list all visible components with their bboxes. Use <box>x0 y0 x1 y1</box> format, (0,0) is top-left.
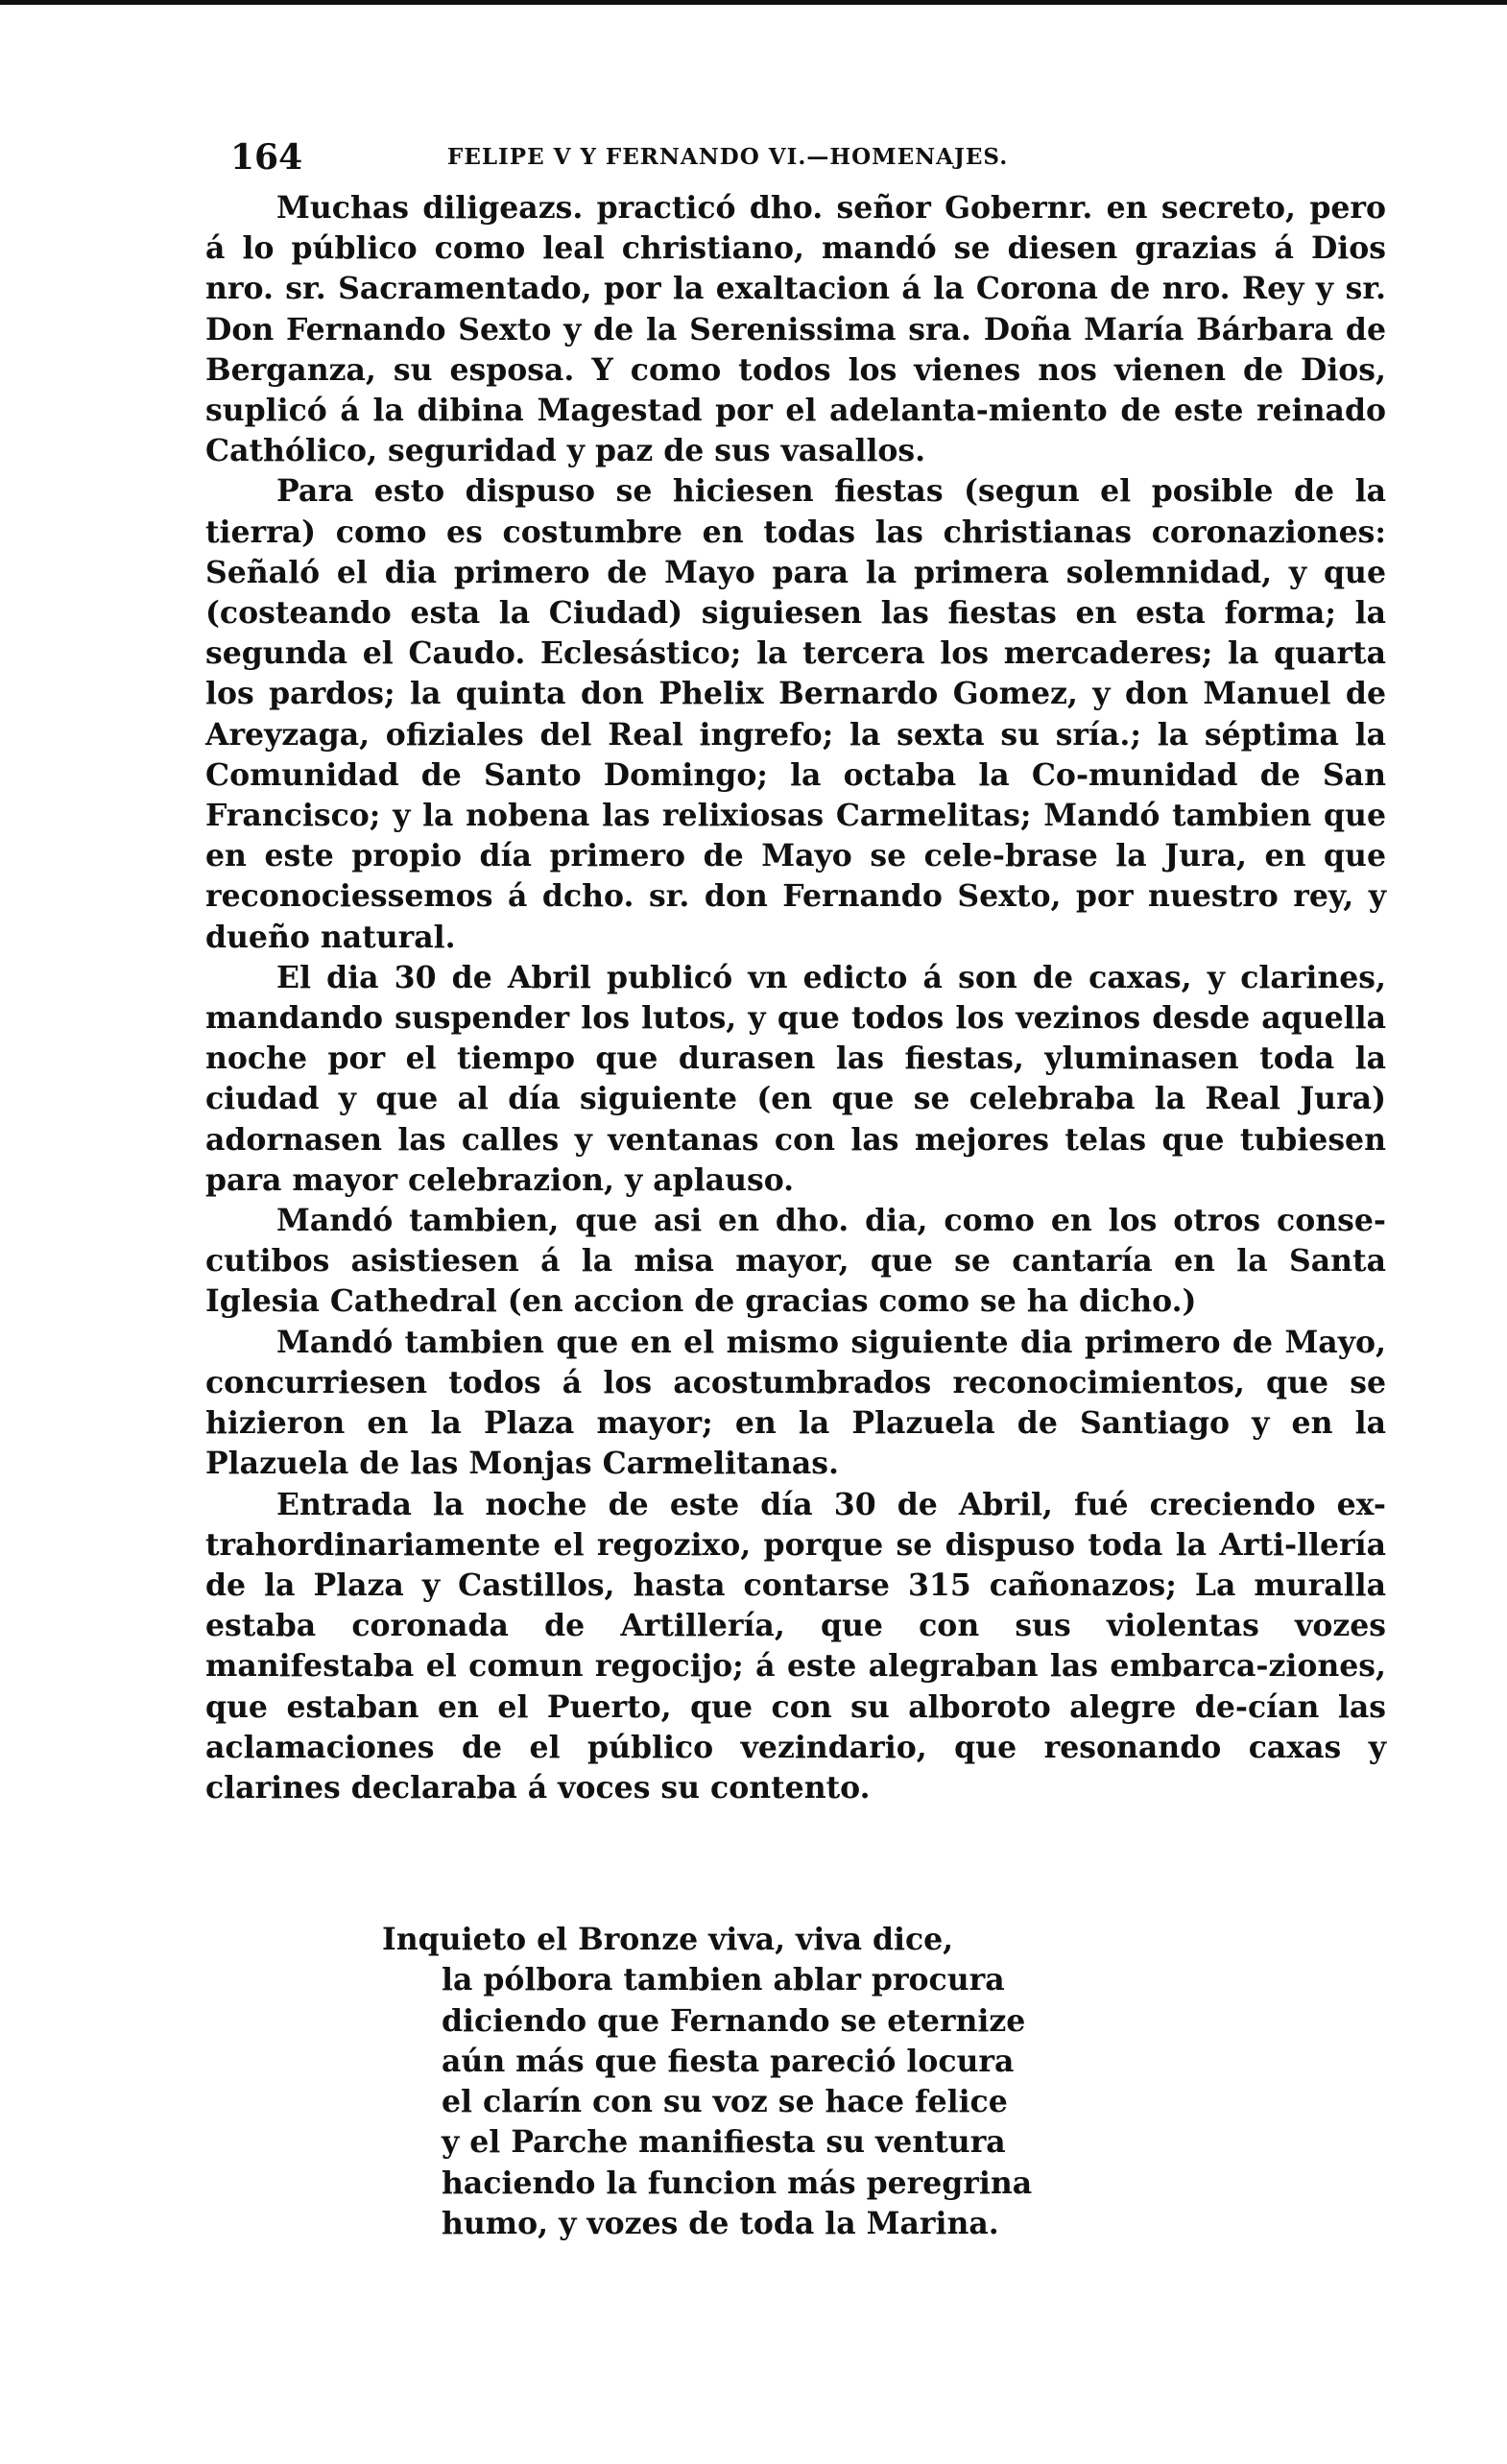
paragraph: Mandó tambien que en el mismo siguiente dia primero de Mayo, concurriesen todos á los acostumbrados reconocimientos, que se hizieron en la Plaza mayor; en la Plazuela de Santiago y en la Plazuela de las Monjas Carmelitanas. <box>205 1324 1386 1482</box>
running-head: FELIPE V Y FERNANDO VI.—HOMENAJES. <box>447 144 1009 170</box>
page-header <box>205 131 1386 184</box>
poem-line: humo, y vozes de toda la Marina. <box>442 2206 999 2242</box>
page-number: 164 <box>230 137 303 178</box>
poem-line: diciendo que Fernando se eternize <box>442 2002 1026 2039</box>
poem-line: y el Parche manifiesta su ventura <box>442 2124 1006 2161</box>
top-edge-rule <box>0 0 1507 5</box>
paragraph: Mandó tambien, que asi en dho. dia, como en los otros conse-cutibos asistiesen á la misa mayor, que se cantaría en la Santa Iglesia Cathedral (en accion de gracias como se ha dicho.) <box>205 1203 1386 1320</box>
paragraph: Para esto dispuso se hiciesen fiestas (segun el posible de la tierra) como es costumbre en todas las christianas coronaziones: Señaló el dia primero de Mayo para la primera solemnidad, y que (costeando esta la Ciudad) siguiesen las fiestas en esta forma; la segunda el Caudo. Eclesástico; la tercera los mercaderes; la quarta los pardos; la quinta don Phelix Bernardo Gomez, y don Manuel de Areyzaga, ofiziales del Real ingrefo; la sexta su sría.; la séptima la Comunidad de Santo Domingo; la octaba la Co-munidad de San Francisco; y la nobena las relixiosas Carmelitas; Mandó tambien que en este propio día primero de Mayo se cele-brase la Jura, en que reconociessemos á dcho. sr. don Fernando Sexto, por nuestro rey, y dueño natural. <box>205 473 1386 955</box>
poem-line: el clarín con su voz se hace felice <box>442 2084 1008 2120</box>
poem-line: haciendo la funcion más peregrina <box>442 2165 1033 2201</box>
poem-line: la pólbora tambien ablar procura <box>442 1962 1005 1998</box>
main-text <box>205 188 1386 1808</box>
paragraph: Muchas diligeazs. practicó dho. señor Gobernr. en secreto, pero á lo público como leal christiano, mandó se diesen grazias á Dios nro. sr. Sacramentado, por la exaltacion á la Corona de nro. Rey y sr. Don Fernando Sexto y de la Serenissima sra. Doña María Bárbara de Berganza, su esposa. Y como todos los vienes nos vienen de Dios, suplicó á la dibina Magestad por el adelanta-miento de este reinado Cathólico, seguridad y paz de sus vasallos. <box>205 190 1386 469</box>
poem-stanza <box>382 1920 1188 2244</box>
paragraph: El dia 30 de Abril publicó vn edicto á son de caxas, y clarines, mandando suspender los lutos, y que todos los vezinos desde aquella noche por el tiempo que durasen las fiestas, yluminasen toda la ciudad y que al día siguiente (en que se celebraba la Real Jura) adornasen las calles y ventanas con las mejores telas que tubiesen para mayor celebrazion, y aplauso. <box>205 959 1386 1198</box>
poem-line: aún más que fiesta pareció locura <box>442 2043 1015 2079</box>
poem-line: Inquieto el Bronze viva, viva dice, <box>382 1922 954 1957</box>
paragraph: Entrada la noche de este día 30 de Abril, fué creciendo ex-trahordinariamente el regozixo, porque se dispuso toda la Arti-llería de la Plaza y Castillos, hasta contarse 315 cañonazos; La muralla estaba coronada de Artillería, que con sus violentas vozes manifestaba el comun regocijo; á este alegraban las embarca-ziones, que estaban en el Puerto, que con su alboroto alegre de-cían las aclamaciones de el público vezindario, que resonando caxas y clarines declaraba á voces su contento. <box>205 1486 1386 1806</box>
